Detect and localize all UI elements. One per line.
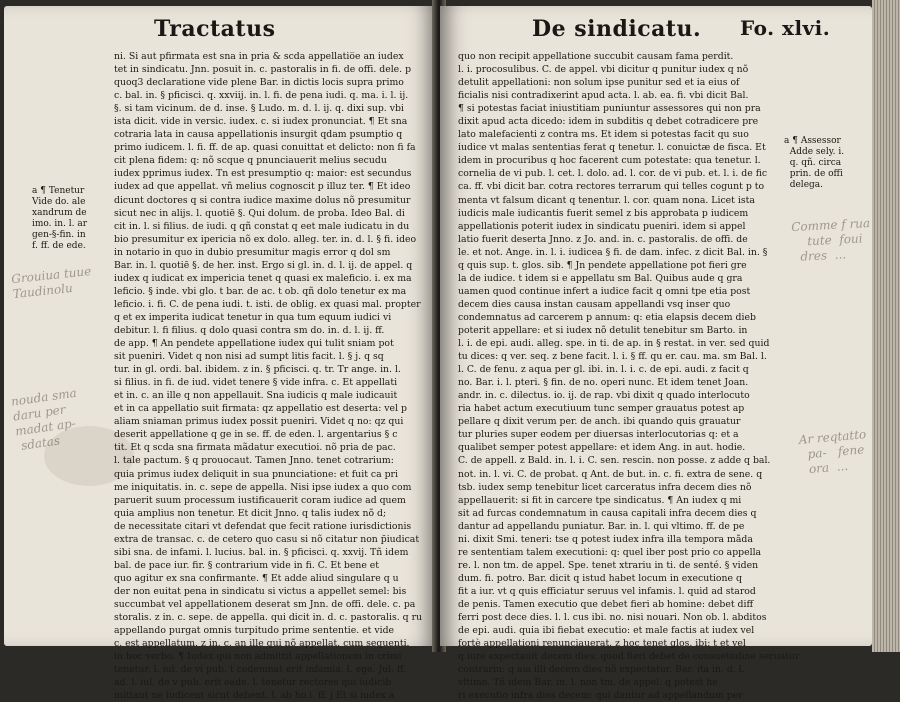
text-line: vltimo. Tñ idem Bar. in. l. non tm. de appel. q potest he (458, 677, 718, 689)
text-line: storalis. z in. c. sepe. de appella. qui dicit in. d. c. pastoralis. q ru (114, 612, 423, 624)
page-block-edge (872, 0, 900, 652)
text-line: de epi. audi. quia ibi fiebat executio: et male factis at iudex vel (458, 625, 755, 637)
text-line: der non euitat pena in sindicatu si victus a appellet semel: bis (114, 585, 407, 597)
text-line: bio presumitur ex ipericia nõ ex dolo. alleg. ter. in. d. l. § fi. ideo (114, 233, 417, 245)
text-line: q quis sup. t. glos. sib. ¶ Jn pendete appellatione pot fieri gre (458, 259, 747, 271)
text-line: dixit apud acta dicedo: idem in subditis q debet cotradicere pre (458, 116, 759, 128)
text-line: sit pueniri. Videt q non nisi ad sumpt litis facit. l. § j. q sq (114, 351, 384, 363)
left-pencil-annotation-bottom: nouda sma daru per madat ap- sdatas (10, 385, 78, 454)
text-line: quia amplius non tenetur. Et dicit Jnno. q talis iudex nõ d; (114, 507, 387, 519)
text-line: q iure expectauit decem dies: quod fieri debet de consuetudine seruatur (458, 651, 800, 663)
text-line: succumbat vel appellationem deserat sm Jnn. de offi. dele. c. pa (114, 598, 416, 610)
text-line: cotraria lata in causa appellationis insurgit qdam psumptio q (114, 129, 403, 141)
text-line: pellare q dixit verum per. de anch. ibi quando quis grauatur (458, 416, 741, 428)
left-page (4, 6, 436, 702)
text-line: quoq3 declaratione vide plene Bar. in dictis locis supra primo (114, 77, 404, 89)
text-line: no. Bar. i. l. pteri. § fin. de no. operi nunc. Et idem tenet Joan. (458, 377, 749, 389)
text-line: mittant ne iudicent sicut debent. l. ab ho.i. ff. j Et si iudex a (114, 690, 395, 702)
text-line: paruerit suum processum iustificauerit coram iudice ad quem (114, 494, 406, 506)
text-line: lato malefacienti z contra ms. Et idem si potestas facit qu suo (458, 129, 749, 141)
text-line: iudicis male iudicantis fuerit semel z bis approbata p iudicem (458, 207, 749, 219)
text-line: tur pluries super eodem per diuersas interlocutorias q: et a (458, 429, 739, 441)
text-line: fit a iur. vt q quis efficiatur seruus vel infamis. l. quid ad starod (458, 585, 756, 597)
text-line: sicut nec in alijs. l. quotiē §. Qui dolum. de proba. Ideo Bal. di (114, 207, 405, 219)
text-line: dantur ad appellandu puniatur. Bar. in. l. qui vltimo. ff. de pe (458, 520, 745, 532)
text-line: et in. c. an ille q non appellauit. Sna iudicis q male iudicauit (114, 390, 398, 402)
text-line: leficio. § inde. vbi glo. t bar. de ac. t ob. qñ dolo tenetur ex ma (114, 285, 407, 297)
text-line: de penis. Tamen executio que debet fieri ab homine: debet diff (458, 598, 754, 610)
text-line: l. tale pactum. § q prouocaut. Tamen Jnno. tenet cotrarium: (114, 455, 394, 467)
text-line: iudex q iudicat ex impericia tenet q quasi ex maleficio. i. ex ma (114, 272, 412, 284)
text-line: sit ad furcas condemnatum in causa capitali infra decem dies q (458, 507, 757, 519)
text-line: iudice vt malas sententias ferat q tenetur. l. conuictæ de fisca. Et (458, 142, 766, 154)
text-line: ni. dixit Smi. teneri: tse q potest iudex infra illa tempora mãda (458, 533, 753, 545)
text-line: iudex pprimus iudex. Tn est presumptio q: maior: est secundus (114, 168, 412, 180)
text-line: sibi sna. de infami. l. lucius. bal. in. § pficisci. q. xxvij. Tñ idem (114, 546, 409, 558)
text-line: cornelia de vi pub. l. cet. l. dolo. ad. l. cor. de vi pub. et. l. i. de fic (458, 168, 768, 180)
text-line: tu dices: q ver. seq. z bene facit. l. i. § ff. qu er. cau. ma. sm Bal. l. (458, 351, 767, 363)
text-line: ista dicit. vide in versic. iudex. c. si iudex pronunciat. ¶ Et sna (114, 116, 408, 128)
text-line: extra de transac. c. de cetero quo casu si nõ citatur non p̄iudicat (114, 533, 420, 545)
text-line: dum. fi. potro. Bar. dicit q istud habet locum in executione q (458, 572, 742, 584)
text-line: de app. ¶ An pendete appellatione iudex qui tulit sniam pot (114, 338, 394, 350)
text-line: dicunt doctores q si contra iudice maxime dolus nõ presumitur (114, 194, 411, 206)
text-line: ria habet actum executiuum tunc semper grauatus potest ap (458, 403, 745, 415)
text-line: de necessitate citari vt defendat que fecit ratione iurisdictionis (114, 520, 412, 532)
text-line: C. de appell. z Bald. in. l. i. C. sen. rescin. non posse. z adde q bal. (458, 455, 771, 467)
text-line: not. in. l. vi. C. de probat. q Ant. de but. in. c. fi. extra de sene. q (458, 468, 763, 480)
right-pencil-annotation-bottom: Ar reqtatto pa- fene ora ... (798, 427, 867, 477)
text-line: ficialis nisi contradixerint apud acta. l. ab. ea. fi. vbi dicit Bal. (458, 90, 749, 102)
text-line: le. et not. Ange. in. l. i. iudicea § fi. de dam. infec. z dicit Bal. in. § (458, 246, 768, 258)
folio-number: Fo. xlvi. (740, 16, 831, 40)
text-line: aliam sniaman primus iudex possit pueniri. Videt q no: qz qui (114, 416, 404, 428)
text-line: l. i. procosulibus. C. de appel. vbi dicitur q punitur iudex q nõ (458, 64, 749, 76)
text-line: uamen quod continue infert a iudice facit q omni tpe etia post (458, 285, 751, 297)
text-line: primo iudicem. l. fi. ff. de ap. quasi conuittat et delicto: non fi fa (114, 142, 416, 154)
text-line: condemnatus ad carcerem p annum: q: etia elapsis decem dieb (458, 311, 756, 323)
text-line: q et ex imperita iudicat tenetur in qua tum equum iudici vi (114, 311, 392, 323)
text-line: ad. l. iul. de v pub. erit eade. l. tenetur rectores qui iudicib (114, 677, 392, 689)
right-pencil-annotation-top: Comme f rua tute foui dres ... (790, 215, 871, 265)
text-line: qualibet semper potest appellare: et idem Ang. in aut. hodie. (458, 442, 746, 454)
text-line: re sententiam talem executioni: q: quel iber post prio co appella (458, 546, 762, 558)
text-line: poterit appellare: et si iudex nõ detulit tenebitur sm Barto. in (458, 324, 748, 336)
text-line: ferri post dece dies. l. l. cus ibi. no. nisi nouari. Non ob. l. abditos (458, 612, 767, 624)
right-running-head: De sindicatu. (532, 16, 702, 42)
text-line: §. si tam vicinum. de d. inse. § Ludo. m. d. l. ij. q. dixi sup. vbi (114, 103, 404, 115)
text-line: l. i. de epi. audi. alleg. spe. in ti. de ap. in § restat. in ver. sed quid (458, 338, 770, 350)
text-line: fortè appellationi renunciauerat. z hoc tenet glos. ibi: t et vel (458, 638, 746, 650)
left-running-head: Tractatus (154, 16, 276, 42)
text-line: quo agitur ex sna confirmante. ¶ Et adde aliud singulare q u (114, 572, 399, 584)
text-line: tet in sindicatu. Jnn. posuit in. c. pastoralis in fi. de offi. dele. p (114, 64, 412, 76)
text-line: cit in. l. si filius. de iudi. q qñ constat q eet male iudicatu in du (114, 220, 410, 232)
text-line: Bar. in. l. quotiē §. de her. inst. Ergo si gl. in. d. l. ij. de appel. q (114, 259, 413, 271)
right-page (440, 6, 872, 702)
text-line: c. est appellatum. z in. c. an ille qui nõ appellat. cum sequenti. (114, 638, 410, 650)
text-line: andr. in. c. dilectus. io. ij. de rap. vbi dixit q quado interlocuto (458, 390, 750, 402)
text-line: detulit appellationi: non solum ipse punitur sed et ia eius of (458, 77, 740, 89)
text-line: ni. Si aut pfirmata est sna in pria & scda appellatio̅e an iudex (114, 51, 404, 62)
text-line: appellando purgat omnis turpitudo prime sententie. et vide (114, 625, 395, 637)
text-line: me iniquitatis. in. c. sepe de appella. Nisi ipse iudex a quo com (114, 481, 412, 493)
left-margin-note: a ¶ Tenetur Vide do. ale xandrum de imo. in. l. ar gen-§-fin. in f. ff. de ede. (32, 186, 88, 251)
text-line: leficio. i. fi. C. de pena iudi. t. isti. de oblig. ex quasi mal. propter (114, 298, 421, 310)
text-line: re. l. non tm. de appel. Spe. tenet xtrariu in ti. de senté. § viden (458, 559, 759, 571)
text-line: cit plena fidem: q: nõ scque q pnunciauerit melius secudu (114, 155, 387, 167)
text-line: et in ca appellatio suit firmata: qz appellatio est deserta: vel p (114, 403, 407, 415)
text-line: si filius. in fi. de iud. videt tenere § vide infra. c. Et appellati (114, 377, 398, 389)
text-line: tenetur. l. iul. de vi pub. t codemnat erit infamia. l. ege. Jul. ff. (114, 664, 407, 676)
text-line: deserit appellatione q ge in se. ff. de eden. l. argentarius § c (114, 429, 398, 441)
text-line: quo non recipit appellatione succubit causam fama perdit. (458, 51, 734, 62)
text-line: ri executio infra dies decem: qui dantur ad appellandum per (458, 690, 743, 702)
left-text-column (114, 50, 430, 702)
text-line: ¶ si potestas faciat iniustitiam puniuntur assessores qui non pra (458, 103, 761, 115)
text-line: bal. de pace iur. fir. § contrarium vide in fi. C. Et bene et (114, 559, 380, 571)
text-line: c. bal. in. § pficisci. q. xxviij. in. l. fi. de pena iudi. q. ma. i. l. ij. (114, 90, 409, 102)
text-line: tsb. iudex semp tenebitur licet carceratus infra decem dies nõ (458, 481, 752, 493)
text-line: debitur. l. fi filius. q dolo quasi contra sm do. in. d. l. ij. ff. (114, 324, 385, 336)
text-line: in notario in quo in dubio presumitur magis error q dol sm (114, 246, 391, 258)
text-line: ca. ff. vbi dicit bar. cotra rectores terrarum qui telles cogunt p to (458, 181, 765, 193)
text-line: decem dies causa instan causam appellandi vsq inser quo (458, 298, 731, 310)
text-line: contrariu: q aia illi decem dies nõ expectatur. Bar. ita in. d. l. (458, 664, 745, 676)
right-margin-note: a ¶ Assessor Adde sely. i. q. qñ. circa prin. de offi delega. (784, 136, 845, 190)
text-line: in hoc verbo. ¶ Iudex qui non admittit appellationem in crimi (114, 651, 402, 663)
text-line: tit. Et q scda sna firmata mãdatur executioi. nõ pria de pac. (114, 442, 396, 454)
text-line: appellationis poterit iudex in sindicatu pueniri. idem si appel (458, 220, 746, 232)
right-text-column (458, 50, 800, 702)
text-line: l. C. de fenu. z aqua per gl. ibi. in. l. i. c. de epi. audi. z facit q (458, 364, 749, 376)
text-line: idem in procuribus q hoc facerent cum potestate: qua tenetur. l. (458, 155, 761, 167)
left-pencil-annotation-top: Grouiua tuue Taudinolu (10, 263, 92, 302)
text-line: la de iudice. t idem si e appellatu sm Bal. Quibus aude q gra (458, 272, 743, 284)
text-line: latio fuerit deserta Jnno. z Jo. and. in. c. pastoralis. de offi. de (458, 233, 748, 245)
text-line: iudex ad que appellat. vñ melius cognoscit p illuz ter. ¶ Et ideo (114, 181, 411, 193)
text-line: appellauerit: si fit in carcere tpe sindicatus. ¶ An iudex q mi (458, 494, 742, 506)
text-line: quia primus iudex deliquit in sua pnunciatione: et fuit ca pri (114, 468, 398, 480)
text-line: tur. in gl. ordi. bal. ibidem. z in. § pficisci. q. tr. Tr ange. in. l. (114, 364, 401, 376)
text-line: menta vt falsum dicant q tenentur. l. cor. quam nona. Licet ista (458, 194, 755, 206)
